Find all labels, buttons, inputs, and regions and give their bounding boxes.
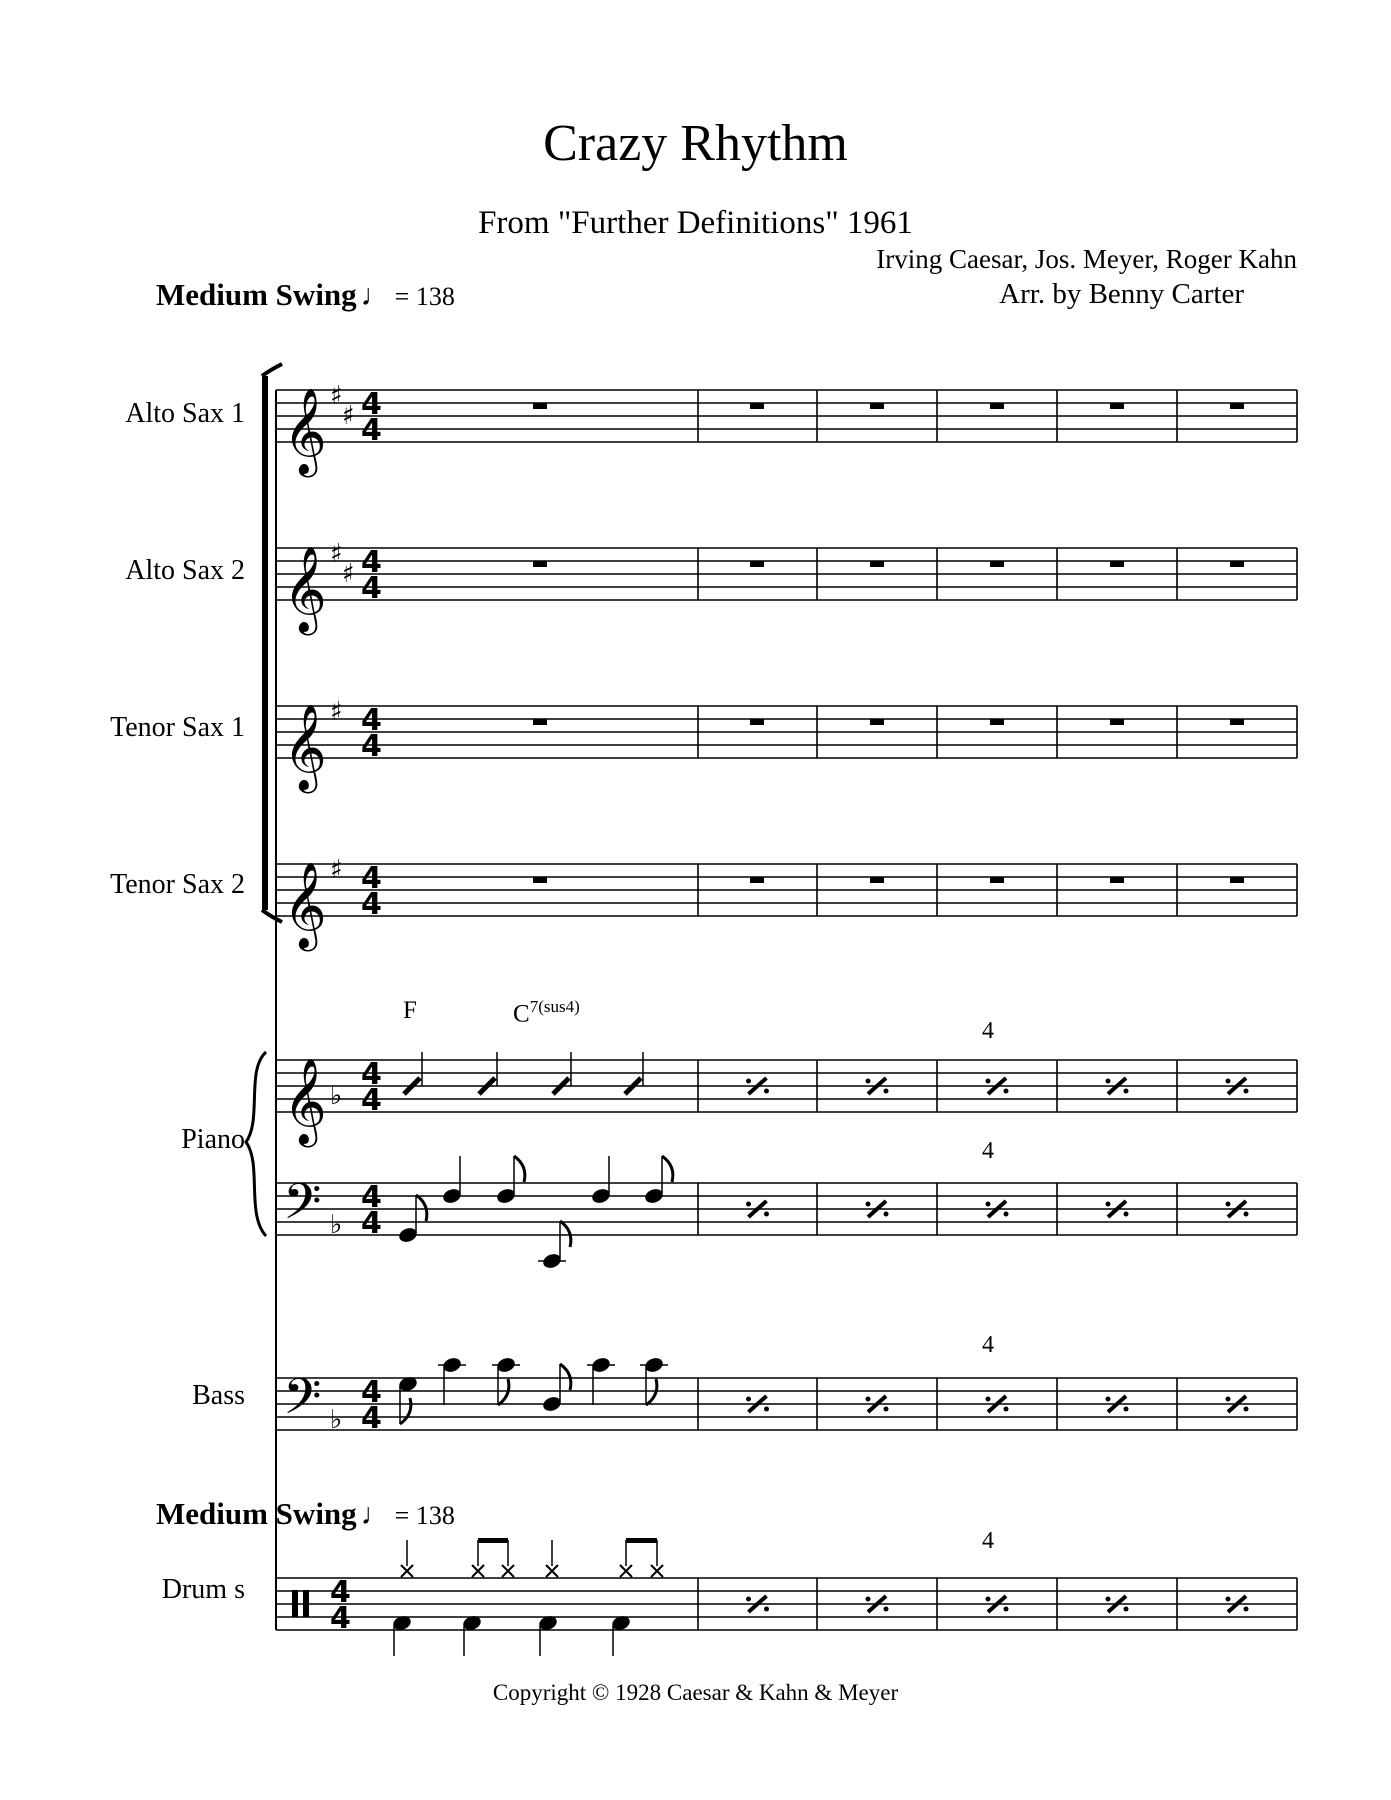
chord-root: C <box>513 1000 530 1028</box>
measure-repeat-dot <box>764 1212 769 1217</box>
measure-repeat-dot <box>986 1397 991 1402</box>
chord-symbol-f: F <box>403 997 417 1024</box>
staff-5 <box>276 1183 1297 1235</box>
treble-clef-icon: 𝄞 <box>283 704 327 790</box>
whole-rest-icon <box>1110 403 1124 409</box>
instrument-label-bass: Bass <box>192 1380 245 1411</box>
staff-0 <box>276 390 1297 442</box>
whole-rest-icon <box>1230 561 1244 567</box>
time-signature-numerator: 4 <box>361 1057 382 1092</box>
whole-rest-icon <box>990 719 1004 725</box>
measure-repeat-dot <box>986 1079 991 1084</box>
bass-clef-icon: 𝄢 <box>283 1368 322 1438</box>
whole-rest-icon <box>533 719 547 725</box>
measure-repeat-dot <box>1004 1212 1009 1217</box>
measure-repeat-dot <box>1004 1407 1009 1412</box>
sharp-icon: ♯ <box>330 855 343 885</box>
whole-rest-icon <box>870 403 884 409</box>
measure-repeat-dot <box>746 1397 751 1402</box>
repeat-count-piano-treble: 4 <box>982 1018 994 1044</box>
whole-rest-icon <box>870 561 884 567</box>
measure-repeat-dot <box>986 1597 991 1602</box>
measure-repeat-dot <box>866 1397 871 1402</box>
repeat-count-drums: 4 <box>982 1528 994 1554</box>
tempo-label: Medium Swing <box>156 277 357 312</box>
eighth-flag <box>416 1195 427 1221</box>
flat-icon: ♭ <box>330 1405 343 1435</box>
time-signature-numerator: 4 <box>361 387 382 422</box>
measure-repeat-dot <box>1124 1607 1129 1612</box>
sharp-icon: ♯ <box>342 559 355 589</box>
measure-repeat-dot <box>764 1407 769 1412</box>
staff-2 <box>276 706 1297 758</box>
eighth-flag <box>400 1398 411 1424</box>
time-signature-denominator: 4 <box>361 887 382 922</box>
measure-repeat-dot <box>1124 1089 1129 1094</box>
sax-section-bracket <box>262 376 268 910</box>
time-signature-numerator: 4 <box>361 1180 382 1215</box>
measure-repeat-dot <box>884 1212 889 1217</box>
measure-repeat-dot <box>1244 1407 1249 1412</box>
staff-4 <box>276 1060 1297 1112</box>
tempo-label: Medium Swing <box>156 1496 357 1531</box>
measure-repeat-dot <box>746 1597 751 1602</box>
time-signature-denominator: 4 <box>361 729 382 764</box>
copyright-notice: Copyright © 1928 Caesar & Kahn & Meyer <box>492 1680 899 1705</box>
staff-1 <box>276 548 1297 600</box>
time-signature-denominator: 4 <box>330 1601 351 1636</box>
time-signature-numerator: 4 <box>330 1575 351 1610</box>
repeat-count-piano-bass: 4 <box>982 1138 994 1164</box>
staff-3 <box>276 864 1297 916</box>
time-signature-numerator: 4 <box>361 703 382 738</box>
whole-rest-icon <box>1110 719 1124 725</box>
treble-clef-icon: 𝄞 <box>283 546 327 632</box>
time-signature-denominator: 4 <box>361 1401 382 1436</box>
time-signature-denominator: 4 <box>361 1083 382 1118</box>
bass-clef-icon: 𝄢 <box>283 1173 322 1243</box>
instrument-label-tenor-sax-1: Tenor Sax 1 <box>110 712 245 743</box>
bracket-top-hook <box>262 364 282 376</box>
instrument-label-drums: Drum s <box>161 1574 245 1605</box>
percussion-clef-icon <box>292 1590 298 1617</box>
whole-rest-icon <box>870 877 884 883</box>
measure-repeat-dot <box>866 1202 871 1207</box>
measure-repeat-dot <box>1004 1607 1009 1612</box>
measure-repeat-dot <box>866 1597 871 1602</box>
measure-repeat-dot <box>1226 1397 1231 1402</box>
whole-rest-icon <box>870 719 884 725</box>
chord-extension: 7(sus4) <box>529 997 580 1016</box>
whole-rest-icon <box>1230 877 1244 883</box>
measure-repeat-dot <box>1244 1607 1249 1612</box>
instrument-label-alto-sax-1: Alto Sax 1 <box>125 398 245 429</box>
whole-rest-icon <box>750 719 764 725</box>
score-subtitle: From "Further Definitions" 1961 <box>478 205 913 241</box>
whole-rest-icon <box>533 561 547 567</box>
measure-repeat-dot <box>1226 1202 1231 1207</box>
sharp-icon: ♯ <box>330 697 343 727</box>
measure-repeat-dot <box>1124 1407 1129 1412</box>
score-title: Crazy Rhythm <box>543 115 848 172</box>
treble-clef-icon: 𝄞 <box>283 862 327 948</box>
whole-rest-icon <box>750 877 764 883</box>
measure-repeat-dot <box>1244 1089 1249 1094</box>
measure-repeat-dot <box>986 1202 991 1207</box>
time-signature-numerator: 4 <box>361 861 382 896</box>
repeat-count-bass: 4 <box>982 1332 994 1358</box>
measure-repeat-dot <box>764 1607 769 1612</box>
sharp-icon: ♯ <box>342 401 355 431</box>
eighth-flag <box>560 1221 571 1247</box>
whole-rest-icon <box>750 403 764 409</box>
staff-7 <box>276 1578 1297 1630</box>
arranger-credit: Arr. by Benny Carter <box>999 278 1244 310</box>
measure-repeat-dot <box>866 1079 871 1084</box>
beam <box>626 1538 657 1543</box>
measure-repeat-dot <box>746 1202 751 1207</box>
whole-rest-icon <box>990 403 1004 409</box>
whole-rest-icon <box>1110 561 1124 567</box>
whole-rest-icon <box>1230 719 1244 725</box>
measure-repeat-dot <box>1004 1089 1009 1094</box>
instrument-label-tenor-sax-2: Tenor Sax 2 <box>110 869 245 900</box>
measure-repeat-dot <box>1226 1597 1231 1602</box>
whole-rest-icon <box>750 561 764 567</box>
measure-repeat-dot <box>1106 1597 1111 1602</box>
composer-credit: Irving Caesar, Jos. Meyer, Roger Kahn <box>876 244 1297 274</box>
eighth-flag <box>498 1379 509 1405</box>
time-signature-numerator: 4 <box>361 545 382 580</box>
time-signature-denominator: 4 <box>361 1206 382 1241</box>
time-signature-denominator: 4 <box>361 413 382 448</box>
staff-6 <box>276 1378 1297 1430</box>
whole-rest-icon <box>1230 403 1244 409</box>
flat-icon: ♭ <box>330 1081 343 1111</box>
flat-icon: ♭ <box>330 1210 343 1240</box>
percussion-clef-icon <box>303 1590 309 1617</box>
sharp-icon: ♯ <box>330 381 343 411</box>
eighth-flag <box>662 1156 673 1182</box>
beam <box>478 1538 508 1543</box>
measure-repeat-dot <box>884 1607 889 1612</box>
measure-repeat-dot <box>1106 1397 1111 1402</box>
measure-repeat-dot <box>764 1089 769 1094</box>
whole-rest-icon <box>990 561 1004 567</box>
time-signature-denominator: 4 <box>361 571 382 606</box>
measure-repeat-dot <box>884 1407 889 1412</box>
whole-rest-icon <box>533 877 547 883</box>
tempo-bpm: = 138 <box>394 1501 455 1530</box>
eighth-flag <box>514 1156 525 1182</box>
measure-repeat-dot <box>1244 1212 1249 1217</box>
piano-brace <box>246 1052 266 1236</box>
instrument-label-piano: Piano <box>181 1124 245 1155</box>
measure-repeat-dot <box>1226 1079 1231 1084</box>
treble-clef-icon: 𝄞 <box>283 1058 327 1144</box>
sharp-icon: ♯ <box>330 539 343 569</box>
eighth-flag <box>560 1364 571 1390</box>
quarter-note-icon: ♩ <box>360 1498 391 1531</box>
quarter-note-icon: ♩ <box>360 279 391 312</box>
measure-repeat-dot <box>884 1089 889 1094</box>
eighth-flag <box>646 1379 657 1405</box>
instrument-label-alto-sax-2: Alto Sax 2 <box>125 555 245 586</box>
whole-rest-icon <box>1110 877 1124 883</box>
whole-rest-icon <box>533 403 547 409</box>
treble-clef-icon: 𝄞 <box>283 388 327 474</box>
measure-repeat-dot <box>1106 1202 1111 1207</box>
tempo-bpm: = 138 <box>394 282 455 311</box>
measure-repeat-dot <box>746 1079 751 1084</box>
measure-repeat-dot <box>1106 1079 1111 1084</box>
whole-rest-icon <box>990 877 1004 883</box>
measure-repeat-dot <box>1124 1212 1129 1217</box>
time-signature-numerator: 4 <box>361 1375 382 1410</box>
